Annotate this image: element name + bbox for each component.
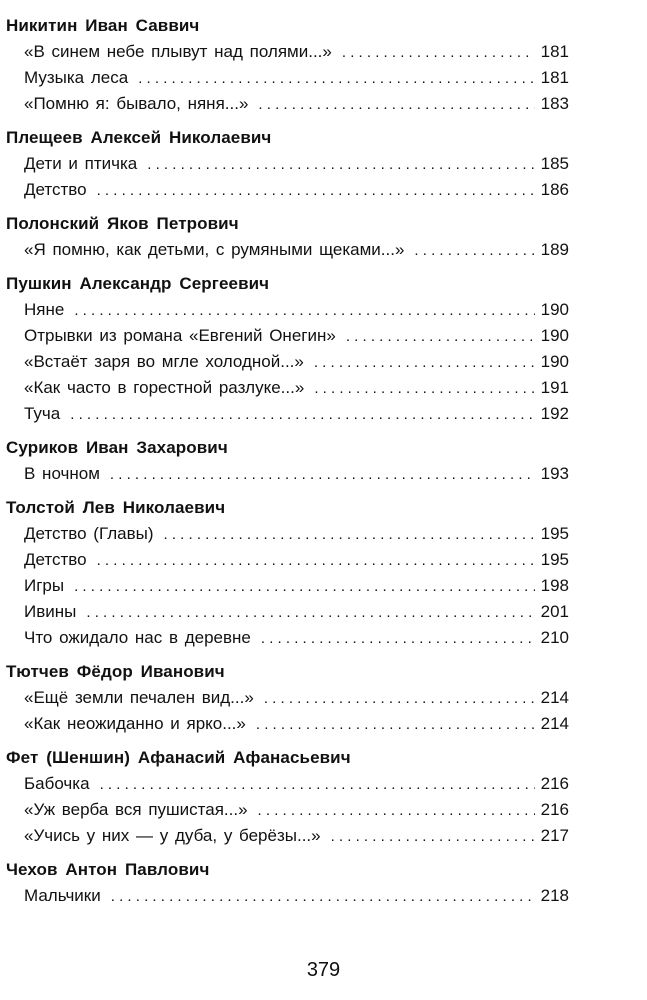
entry-title: Что ожидало нас в деревне	[24, 628, 251, 647]
dot-leader	[97, 548, 535, 574]
table-of-contents	[0, 14, 647, 909]
dot-leader	[256, 712, 535, 738]
entry-page-number: 185	[540, 154, 569, 173]
toc-section	[0, 272, 647, 427]
entry-page-number: 214	[540, 714, 569, 733]
entry-page-number: 191	[540, 378, 569, 397]
author-heading: Пушкин Александр Сергеевич	[6, 274, 270, 293]
dot-leader	[110, 462, 535, 488]
author-heading: Тютчев Фёдор Иванович	[6, 662, 225, 681]
toc-entry	[0, 573, 569, 599]
toc-section	[0, 746, 647, 849]
dot-leader	[342, 40, 535, 66]
toc-entry	[0, 349, 569, 375]
toc-entry	[0, 65, 569, 91]
entry-title: Бабочка	[24, 774, 90, 793]
entry-page-number: 189	[540, 240, 569, 259]
dot-leader	[314, 350, 535, 376]
entry-title: «Учись у них — у дуба, у берёзы...»	[24, 826, 321, 845]
entry-page-number: 216	[540, 774, 569, 793]
author-heading: Чехов Антон Павлович	[6, 860, 210, 879]
page-number: 379	[306, 959, 341, 981]
entry-page-number: 193	[540, 464, 569, 483]
dot-leader	[264, 686, 535, 712]
entry-title: Игры	[24, 576, 65, 595]
entry-title: Детство	[24, 180, 87, 199]
dot-leader	[414, 238, 534, 264]
entry-title: Детство	[24, 550, 87, 569]
entry-title: Дети и птичка	[24, 154, 138, 173]
dot-leader	[261, 626, 535, 652]
entry-page-number: 186	[540, 180, 569, 199]
author-heading: Полонский Яков Петрович	[6, 214, 239, 233]
entry-page-number: 217	[540, 826, 569, 845]
entry-page-number: 190	[540, 300, 569, 319]
entry-page-number: 181	[540, 42, 569, 61]
author-heading: Плещеев Алексей Николаевич	[6, 128, 272, 147]
dot-leader	[74, 574, 535, 600]
entry-title: Музыка леса	[24, 68, 129, 87]
dot-leader	[314, 376, 534, 402]
toc-entry	[0, 91, 569, 117]
entry-page-number: 201	[540, 602, 569, 621]
dot-leader	[70, 402, 534, 428]
toc-entry	[0, 39, 569, 65]
toc-entry	[0, 461, 569, 487]
entry-page-number: 214	[540, 688, 569, 707]
toc-entry	[0, 401, 569, 427]
author-heading: Никитин Иван Саввич	[6, 16, 200, 35]
entry-title: Туча	[24, 404, 61, 423]
toc-entry	[0, 521, 569, 547]
dot-leader	[164, 522, 535, 548]
dot-leader	[86, 600, 534, 626]
toc-entry	[0, 375, 569, 401]
entry-page-number: 216	[540, 800, 569, 819]
toc-section	[0, 496, 647, 651]
entry-title: «Ещё земли печален вид...»	[24, 688, 254, 707]
toc-entry	[0, 823, 569, 849]
toc-section	[0, 126, 647, 203]
toc-entry	[0, 237, 569, 263]
dot-leader	[74, 298, 534, 324]
dot-leader	[346, 324, 535, 350]
entry-page-number: 198	[540, 576, 569, 595]
dot-leader	[258, 798, 535, 824]
toc-entry	[0, 177, 569, 203]
entry-title: Ивины	[24, 602, 77, 621]
entry-title: «Уж верба вся пушистая...»	[24, 800, 248, 819]
dot-leader	[138, 66, 534, 92]
entry-page-number: 190	[540, 326, 569, 345]
entry-title: «Помню я: бывало, няня...»	[24, 94, 249, 113]
dot-leader	[258, 92, 534, 118]
toc-section	[0, 858, 647, 909]
toc-section	[0, 660, 647, 737]
toc-entry	[0, 547, 569, 573]
toc-section	[0, 436, 647, 487]
entry-page-number: 192	[540, 404, 569, 423]
toc-entry	[0, 711, 569, 737]
author-heading: Толстой Лев Николаевич	[6, 498, 226, 517]
entry-title: Детство (Главы)	[24, 524, 154, 543]
toc-entry	[0, 771, 569, 797]
author-heading: Суриков Иван Захарович	[6, 438, 228, 457]
toc-entry	[0, 797, 569, 823]
toc-entry	[0, 599, 569, 625]
entry-title: «Как неожиданно и ярко...»	[24, 714, 246, 733]
dot-leader	[100, 772, 535, 798]
entry-title: В ночном	[24, 464, 100, 483]
toc-entry	[0, 883, 569, 909]
entry-page-number: 210	[540, 628, 569, 647]
entry-title: «Я помню, как детьми, с румяными щеками...»	[24, 240, 405, 259]
entry-page-number: 218	[540, 886, 569, 905]
dot-leader	[97, 178, 535, 204]
entry-title: Няне	[24, 300, 65, 319]
entry-title: «Как часто в горестной разлуке...»	[24, 378, 305, 397]
entry-page-number: 181	[540, 68, 569, 87]
entry-title: «В синем небе плывут над полями...»	[24, 42, 332, 61]
entry-page-number: 195	[540, 550, 569, 569]
toc-section	[0, 212, 647, 263]
entry-title: Отрывки из романа «Евгений Онегин»	[24, 326, 336, 345]
dot-leader	[147, 152, 534, 178]
toc-entry	[0, 685, 569, 711]
toc-entry	[0, 625, 569, 651]
entry-page-number: 183	[540, 94, 569, 113]
dot-leader	[331, 824, 535, 850]
author-heading: Фет (Шеншин) Афанасий Афанасьевич	[6, 748, 351, 767]
toc-entry	[0, 151, 569, 177]
entry-title: Мальчики	[24, 886, 101, 905]
toc-entry	[0, 323, 569, 349]
entry-title: «Встаёт заря во мгле холодной...»	[24, 352, 304, 371]
entry-page-number: 195	[540, 524, 569, 543]
dot-leader	[111, 884, 535, 910]
toc-entry	[0, 297, 569, 323]
entry-page-number: 190	[540, 352, 569, 371]
toc-section	[0, 14, 647, 117]
